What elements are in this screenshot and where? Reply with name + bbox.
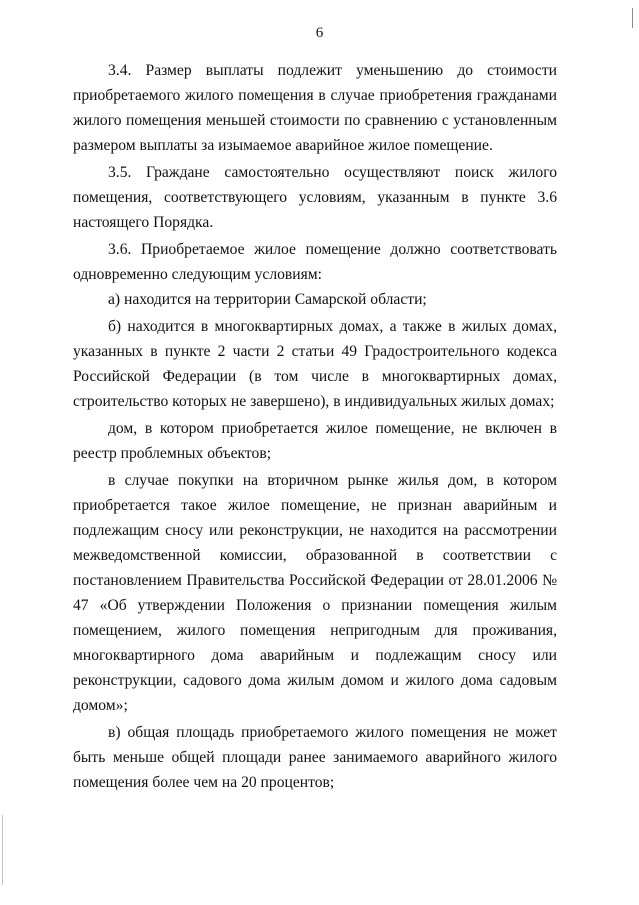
paragraph-item-a: а) находится на территории Самарской области; xyxy=(108,291,427,308)
paragraph-problem-objects: дом, в котором приобретается жилое помещение, не включен в реестр проблемных объектов; xyxy=(73,420,557,462)
page-number: 6 xyxy=(315,25,324,41)
paragraph-3-5: 3.5. Граждане самостоятельно осуществляют поиск жилого помещения, соответствующего условиям, указанным в пункте 3.6 настоящего Порядка. xyxy=(73,164,557,231)
paragraph-item-b: б) находится в многоквартирных домах, а также в жилых домах, указанных в пункте 2 части 2 статьи 49 Градостроительного кодекса Российской Федерации (в том числе в многоквартирных домах, строительство которых не завершено), в индивидуальных жилых домах; xyxy=(73,318,557,410)
scan-edge-mark xyxy=(632,8,633,28)
paragraph-3-4: 3.4. Размер выплаты подлежит уменьшению до стоимости приобретаемого жилого помещения в случае приобретения гражданами жилого помещения меньшей стоимости по сравнению с установленным размером выплаты за изымаемое аварийное жилое помещение. xyxy=(73,62,557,154)
document-body xyxy=(73,58,557,797)
paragraph-secondary-market: в случае покупки на вторичном рынке жилья дом, в котором приобретается такое жилое помещение, не признан аварийным и подлежащим сносу или реконструкции, не находится на рассмотрении межведомственной комиссии, образованной в соответствии с постановлением Правительства Российской Федерации от 28.01.2006 № 47 «Об утверждении Положения о признании помещения жилым помещением, жилого помещения непригодным для проживания, многоквартирного дома аварийным и подлежащим сносу или реконструкции, садового дома жилым домом и жилого дома садовым домом»; xyxy=(73,472,557,714)
paragraph-item-v: в) общая площадь приобретаемого жилого помещения не может быть меньше общей площади ранее занимаемого аварийного жилого помещения более чем на 20 процентов; xyxy=(73,724,557,791)
scan-edge-mark xyxy=(2,815,3,885)
paragraph-3-6: 3.6. Приобретаемое жилое помещение должно соответствовать одновременно следующим условиям: xyxy=(73,241,557,283)
